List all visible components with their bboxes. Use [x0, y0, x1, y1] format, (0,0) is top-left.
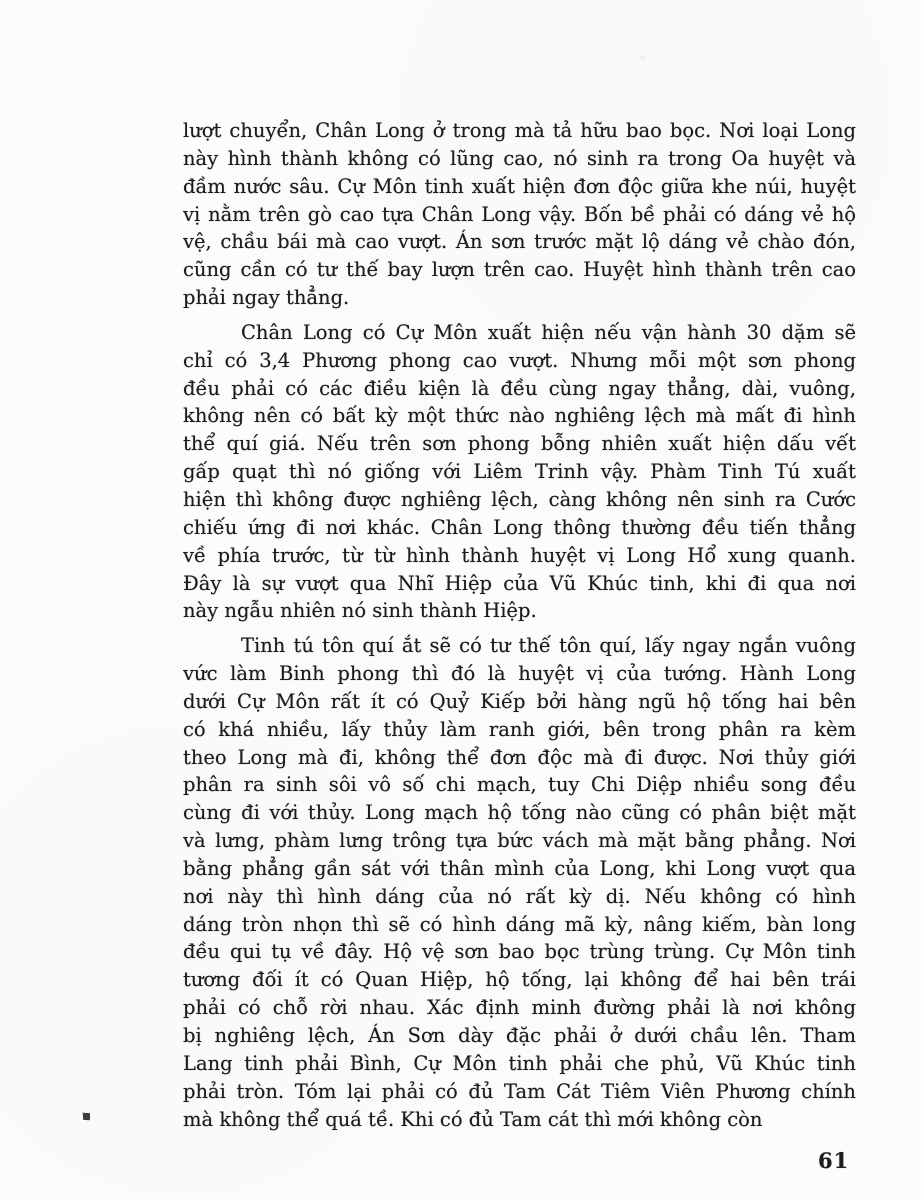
text-line: Chân Long có Cự Môn xuất hiện nếu vận hành 30 dặm sẽ: [241, 320, 856, 344]
text-line: này ngẫu nhiên nó sinh thành Hiệp.: [183, 599, 537, 623]
text-line: chiếu ứng đi nơi khác. Chân Long thông thường đều tiến thẳng: [183, 515, 856, 539]
text-line: lượt chuyển, Chân Long ở trong mà tả hữu bao bọc. Nơi loại Long: [183, 119, 856, 142]
text-line: không nên có bất kỳ một thức nào nghiêng lệch mà mất đi hình: [183, 404, 856, 428]
text-line: đều qui tụ về đây. Hộ vệ sơn bao bọc trùng trùng. Cự Môn tinh: [183, 940, 856, 964]
text-line: có khá nhiều, lấy thủy làm ranh giới, bên trong phân ra kèm: [183, 717, 856, 741]
text-line: vị nằm trên gò cao tựa Chân Long vậy. Bốn bề phải có dáng vẻ hộ: [183, 202, 856, 226]
text-line: này hình thành không có lũng cao, nó sinh ra trong Oa huyệt và: [183, 146, 856, 170]
paragraph: [183, 632, 856, 1133]
page-body: [183, 117, 856, 1133]
text-line: Tinh tú tôn quí ắt sẽ có tư thế tôn quí, lấy ngay ngắn vuông: [241, 634, 856, 658]
text-line: dưới Cự Môn rất ít có Quỷ Kiếp bởi hàng ngũ hộ tống hai bên: [183, 689, 856, 713]
text-line: tương đối ít có Quan Hiệp, hộ tống, lại không để hai bên trái: [183, 968, 856, 992]
text-line: vức làm Binh phong thì đó là huyệt vị của tướng. Hành Long: [183, 662, 856, 686]
paragraph: [183, 117, 856, 312]
text-line: phải tròn. Tóm lại phải có đủ Tam Cát Tiêm Viên Phương chính: [183, 1079, 856, 1103]
text-line: dáng tròn nhọn thì sẽ có hình dáng mã kỳ, nâng kiếm, bàn long: [183, 912, 856, 936]
text-line: hiện thì không được nghiêng lệch, càng không nên sinh ra Cước: [183, 487, 856, 511]
text-line: Lang tinh phải Bình, Cự Môn tinh phải che phủ, Vũ Khúc tinh: [183, 1051, 856, 1075]
text-line: chỉ có 3,4 Phương phong cao vượt. Nhưng mỗi một sơn phong: [183, 348, 856, 372]
text-line: phải ngay thẳng.: [183, 286, 350, 310]
text-line: và lưng, phàm lưng trông tựa bức vách mà mặt bằng phẳng. Nơi: [183, 829, 856, 853]
text-line: cũng cần có tư thế bay lượn trên cao. Huyệt hình thành trên cao: [183, 258, 856, 282]
ink-speck-artifact: [83, 1113, 90, 1120]
text-line: theo Long mà đi, không thể đơn độc mà đi được. Nơi thủy giới: [183, 745, 856, 769]
text-line: phải có chỗ rời nhau. Xác định minh đường phải là nơi không: [183, 996, 856, 1020]
text-line: nơi này thì hình dáng của nó rất kỳ dị. Nếu không có hình: [183, 884, 856, 908]
text-line: vệ, chầu bái mà cao vượt. Án sơn trước mặt lộ dáng vẻ chào đón,: [183, 230, 856, 254]
text-line: về phía trước, từ từ hình thành huyệt vị Long Hổ xung quanh.: [183, 543, 856, 567]
text-line: mà không thể quá tề. Khi có đủ Tam cát thì mới không còn: [183, 1107, 763, 1131]
text-line: bằng phẳng gần sát với thân mình của Long, khi Long vượt qua: [183, 856, 856, 880]
text-line: Đây là sự vượt qua Nhĩ Hiệp của Vũ Khúc tinh, khi đi qua nơi: [183, 571, 856, 595]
text-line: đều phải có các điều kiện là đều cùng ngay thẳng, dài, vuông,: [183, 376, 856, 400]
text-line: cùng đi với thủy. Long mạch hộ tống nào cũng có phân biệt mặt: [183, 801, 856, 825]
text-line: gấp quạt thì nó giống với Liêm Trinh vậy. Phàm Tinh Tú xuất: [183, 460, 856, 484]
text-line: thể quí giá. Nếu trên sơn phong bỗng nhiên xuất hiện dấu vết: [183, 432, 856, 456]
text-line: bị nghiêng lệch, Án Sơn dày đặc phải ở dưới chầu lên. Tham: [183, 1024, 856, 1047]
paragraph: [183, 319, 856, 625]
text-line: đầm nước sâu. Cự Môn tinh xuất hiện đơn độc giữa khe núi, huyệt: [183, 174, 856, 198]
page-number: 61: [818, 1148, 850, 1173]
faint-speck-artifact: [640, 55, 645, 60]
text-line: phân ra sinh sôi vô số chi mạch, tuy Chi Diệp nhiều song đều: [183, 773, 856, 797]
